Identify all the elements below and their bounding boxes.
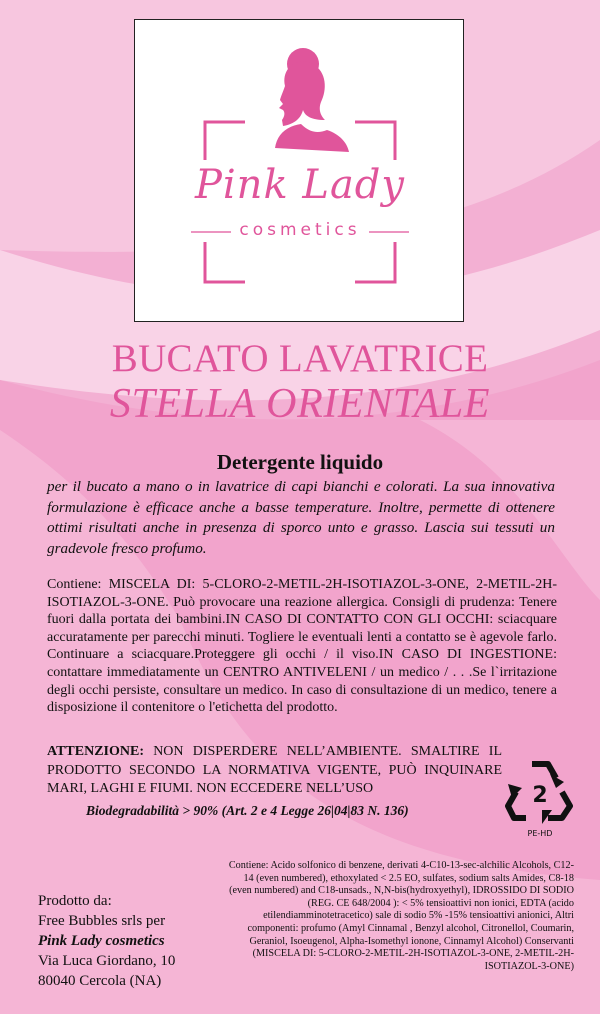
producer-line5: 80040 Cercola (NA) <box>38 973 162 989</box>
ingredients-list: Contiene: Acido solfonico di benzene, derivati 4-C10-13-sec-alchilic Alcohols, C12-14 (even numbered), ethoxylated < 2.5 EO, sulfates, sodium salts Amides, C8-18 (even numbered) and C18-unsads., N,N-bis(hydroxyethyl), IDROSSIDO DI SODIO (REG. CE 648/2004 ): < 5% tensioattivi non ionici, EDTA (acido etilendiamminotetracetico) sale di sodio 5% -15% tensioattivi anionici, Altri componenti: profumo (Amyl Cinnamal , Benzyl alcohol, Citronellol, Coumarin, Geraniol, Isoeugenol, Alpha-Isomethyl ionone, Cinnamyl Alcohol) Conservanti (MISCELA DI: 5-CLORO-2-METIL-2H-ISOTIAZOL-3-ONE, 2-METIL-2H-ISOTIAZOL-3-ONE) <box>228 860 574 972</box>
safety-statement: Contiene: MISCELA DI: 5-CLORO-2-METIL-2H-ISOTIAZOL-3-ONE, 2-METIL-2H-ISOTIAZOL-3-ONE. Può provocare una reazione allergica. Consigli di prudenza: Tenere fuori dalla portata dei bambini.IN CASO DI CONTATTO CON GLI OCCHI: sciacquare accuratamente per parecchi minuti. Togliere le eventuali lenti a contatto se è agevole farlo. Continuare a sciacquare.Proteggere gli occhi / il viso.IN CASO DI INGESTIONE: contattare immediatamente un CENTRO ANTIVELENI / un medico / . . .Se l`irritazione degli occhi persiste, consultare un medico. In caso di consultazione di un medico, tenere a disposizione il contenitore o l'etichetta del prodotto. <box>47 577 557 716</box>
recycle-symbol <box>504 752 576 842</box>
recycle-code: PE-HD <box>527 829 553 838</box>
product-description: per il bucato a mano o in lavatrice di capi bianchi e colorati. La sua innovativa formulazione è efficace anche a basse temperature. Inoltre, permette di ottenere ottimi risultati anche in presenza di sporco unto e grasso. Lascia sui tessuti un gradevole fresco profumo. <box>47 478 555 557</box>
recycle-icon <box>504 752 576 842</box>
product-type: Detergente liquido <box>216 450 384 474</box>
brand-subtitle: cosmetics <box>239 220 361 240</box>
warning-label: ATTENZIONE: <box>47 744 144 759</box>
environment-warning <box>47 743 502 799</box>
brand-name: Pink Lady <box>194 162 406 208</box>
producer-line3: Pink Lady cosmetics <box>38 933 165 949</box>
producer-line2: Free Bubbles srls per <box>38 913 166 929</box>
product-title-line2: STELLA ORIENTALE <box>109 381 491 427</box>
producer-info <box>38 891 218 991</box>
product-title-line1: BUCATO LAVATRICE <box>111 337 489 380</box>
biodegradability-note: Biodegradabilità > 90% (Art. 2 e 4 Legge 26|04|83 N. 136) <box>86 803 409 818</box>
warning-text: NON DISPERDERE NELL’AMBIENTE. SMALTIRE IL PRODOTTO SECONDO LA NORMATIVA VIGENTE, PUÒ INQUINARE MARI, LAGHI E FIUMI. NON ECCEDERE NELL’USO <box>47 744 503 796</box>
producer-line4: Via Luca Giordano, 10 <box>38 953 176 969</box>
brand-logo <box>134 19 464 322</box>
lady-silhouette-icon <box>275 48 349 152</box>
producer-line1: Prodotto da: <box>38 893 112 909</box>
recycle-number: 2 <box>532 783 548 808</box>
